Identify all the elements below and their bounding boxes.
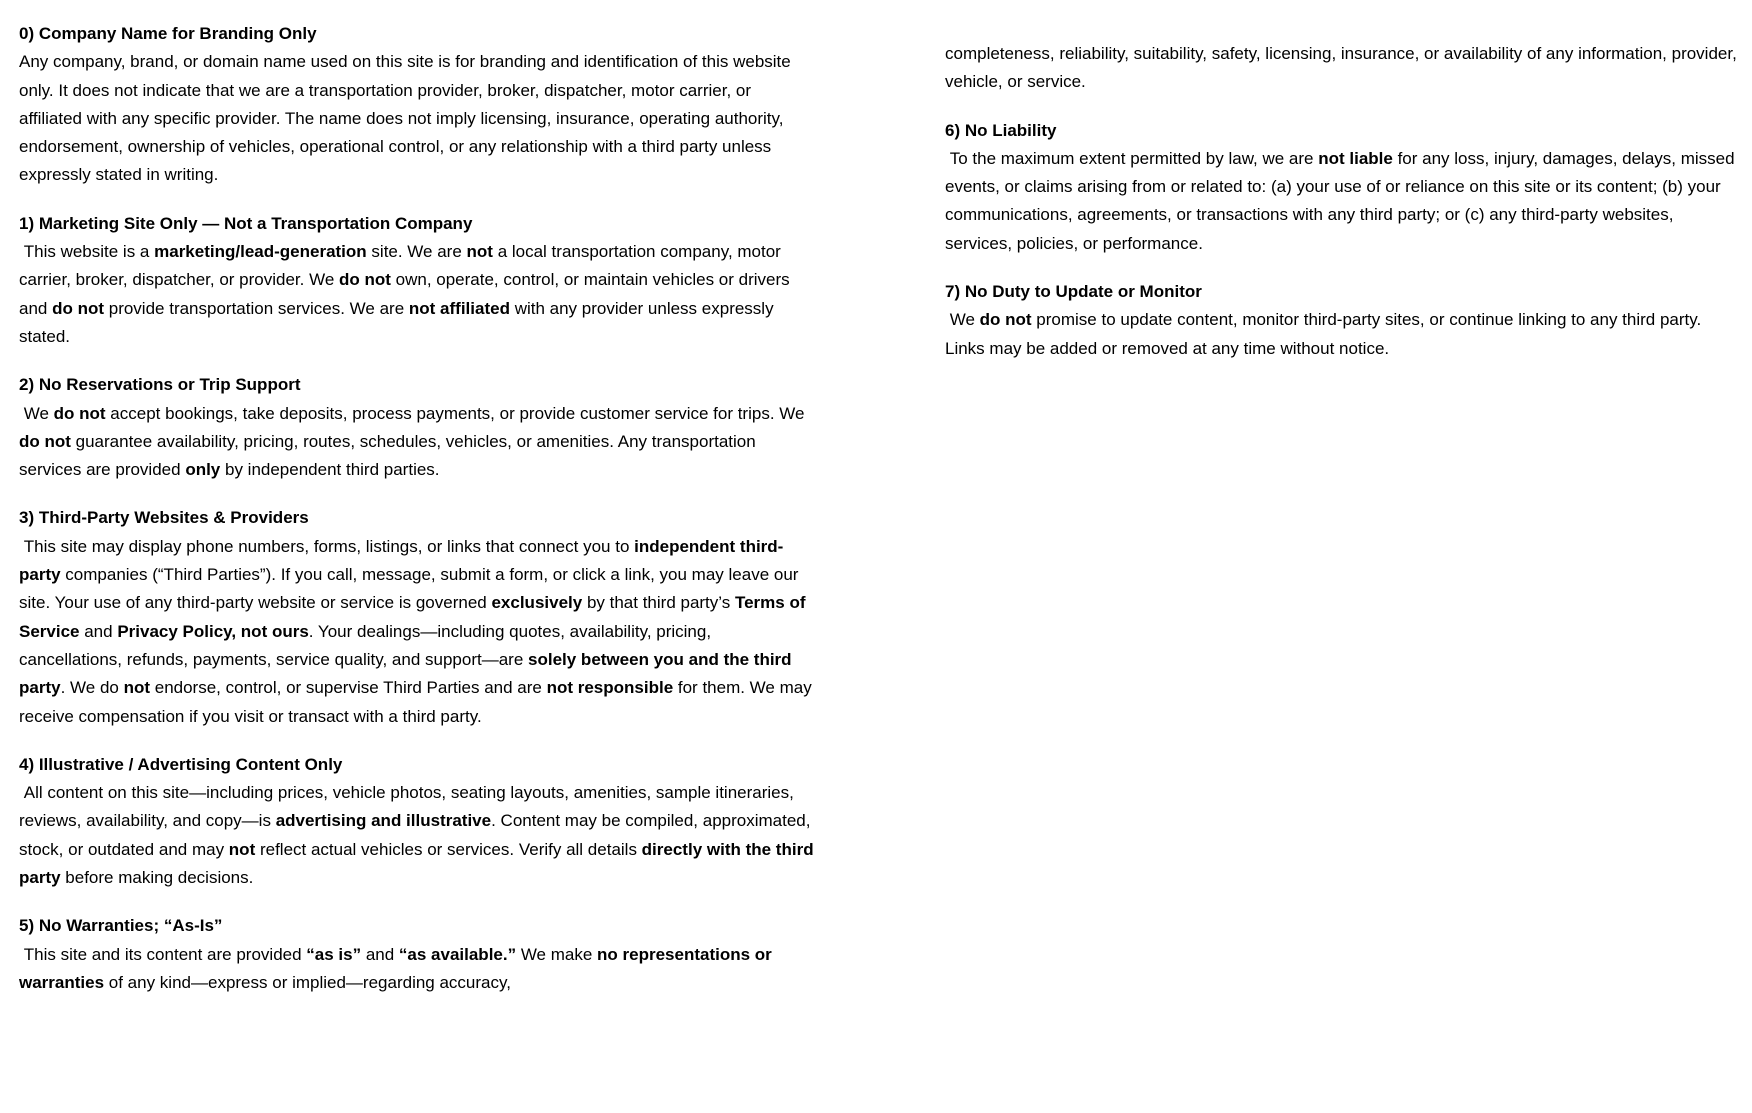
bold-text-run: not [123, 678, 151, 698]
text-run: completeness, reliability, suitability, safety, licensing, insurance, or availability of any information, provider, vehicle, or service. [945, 44, 1742, 92]
text-run: This site may display phone numbers, forms, listings, or links that connect you to [19, 536, 635, 556]
text-run: with any provider unless expressly stated. [19, 298, 779, 346]
section-body [19, 941, 814, 998]
text-run: before making decisions. [60, 868, 254, 888]
section [19, 210, 814, 351]
text-run: We [19, 403, 54, 423]
bold-text-run: directly with the third party [19, 839, 819, 888]
text-run: This site and its content are provided [19, 944, 307, 964]
text-run: site. We are [366, 242, 467, 262]
section-body [19, 48, 814, 189]
section-heading: 0) Company Name for Branding Only [19, 24, 317, 43]
text-run: . Your dealings—including quotes, availability, pricing, cancellations, refunds, payments, service quality, and support—are [19, 621, 716, 669]
bold-text-run: solely between you and the third party [19, 649, 797, 698]
section-heading: 3) Third-Party Websites & Providers [19, 508, 309, 528]
section-heading: 1) Marketing Site Only — Not a Transportation Company [19, 213, 473, 233]
bold-text-run: not affiliated [408, 298, 510, 318]
bold-text-run: do not [19, 431, 71, 451]
text-run: provide transportation services. We are [104, 298, 409, 318]
text-run: of any kind—express or implied—regarding accuracy, [104, 972, 511, 992]
bold-text-run: Terms of Service [19, 593, 811, 641]
section-body [19, 238, 814, 351]
section [945, 278, 1740, 363]
text-run: by that third party’s [582, 593, 735, 613]
bold-text-run: do not [53, 403, 106, 423]
bold-text-run: “as is” [306, 944, 362, 964]
bold-text-run: not [466, 242, 493, 262]
section-body [19, 533, 817, 731]
section-heading: 5) No Warranties; “As-Is” [19, 916, 223, 936]
section [945, 117, 1740, 258]
section-body [945, 306, 1740, 363]
section [19, 371, 814, 484]
section [19, 20, 814, 190]
bold-text-run: exclusively [491, 593, 583, 613]
section [945, 40, 1740, 97]
text-run: a local transportation company, motor carrier, broker, dispatcher, or provider. We [19, 242, 786, 290]
bold-text-run: advertising and illustrative [275, 811, 492, 831]
text-run: for any loss, injury, damages, delays, missed events, or claims arising from or related to: (a) your use of or reliance on this site or its content; (b) your communications, agreements, or transactions with any third party; or (c) any third-party websites, services, policies, or performance. [945, 148, 1740, 253]
right-column [945, 40, 1740, 383]
section-heading: 4) Illustrative / Advertising Content Only [19, 754, 343, 774]
section [19, 751, 819, 892]
left-column [19, 20, 819, 1017]
text-run: . Content may be compiled, approximated, stock, or outdated and may [19, 811, 816, 859]
bold-text-run: Privacy Policy, not ours [117, 621, 309, 641]
text-run: guarantee availability, pricing, routes, schedules, vehicles, or amenities. Any transportation services are provided [19, 431, 761, 480]
section-heading: 2) No Reservations or Trip Support [19, 375, 301, 395]
text-run: for them. We may receive compensation if you visit or transact with a third party. [19, 678, 817, 726]
text-run: We [945, 310, 980, 330]
section [19, 912, 814, 997]
bold-text-run: “as available.” [398, 944, 517, 964]
text-run: We make [516, 944, 598, 964]
section-heading: 7) No Duty to Update or Monitor [945, 282, 1202, 302]
text-run: promise to update content, monitor third-party sites, or continue linking to any third party. Links may be added or removed at any time without notice. [945, 310, 1706, 358]
bold-text-run: not liable [1318, 148, 1393, 168]
section-body [945, 40, 1740, 97]
text-run: Any company, brand, or domain name used on this site is for branding and identification of this website only. It does not indicate that we are a transportation provider, broker, dispatcher, motor carrier, or affiliated with any specific provider. The name does not imply licensing, insurance, operating authority, endorsement, ownership of vehicles, operational control, or any relationship with a third party unless expressly stated in writing. [19, 52, 796, 185]
text-run: companies (“Third Parties”). If you call, message, submit a form, or click a link, you may leave our site. Your use of any third-party website or service is governed [19, 565, 804, 613]
text-run: accept bookings, take deposits, process payments, or provide customer service for trips. We [105, 403, 810, 423]
section-body [19, 779, 819, 892]
bold-text-run: not [228, 839, 256, 859]
text-run: endorse, control, or supervise Third Parties and are [150, 678, 547, 698]
text-run: reflect actual vehicles or services. Verify all details [255, 839, 642, 859]
text-run: by independent third parties. [220, 460, 440, 480]
section [19, 504, 817, 730]
bold-text-run: marketing/lead-generation [154, 242, 367, 262]
text-run: This website is a [19, 242, 155, 262]
bold-text-run: do not [979, 310, 1032, 330]
bold-text-run: no representations or warranties [19, 944, 777, 992]
text-run: To the maximum extent permitted by law, we are [945, 148, 1319, 168]
section-heading: 6) No Liability [945, 120, 1057, 140]
text-run: own, operate, control, or maintain vehicles or drivers and [19, 270, 795, 318]
bold-text-run: do not [52, 298, 105, 318]
bold-text-run: not responsible [546, 678, 674, 698]
bold-text-run: do not [339, 270, 391, 290]
bold-text-run: independent third-party [19, 536, 784, 585]
bold-text-run: only [185, 460, 221, 480]
section-body [19, 400, 814, 485]
section-body [945, 145, 1740, 258]
text-run: . We do [60, 678, 124, 698]
text-run: All content on this site—including prices, vehicle photos, seating layouts, amenities, sample itineraries, reviews, availability, and copy—is [19, 783, 799, 831]
text-run: and [361, 944, 399, 964]
text-run: and [79, 621, 118, 641]
